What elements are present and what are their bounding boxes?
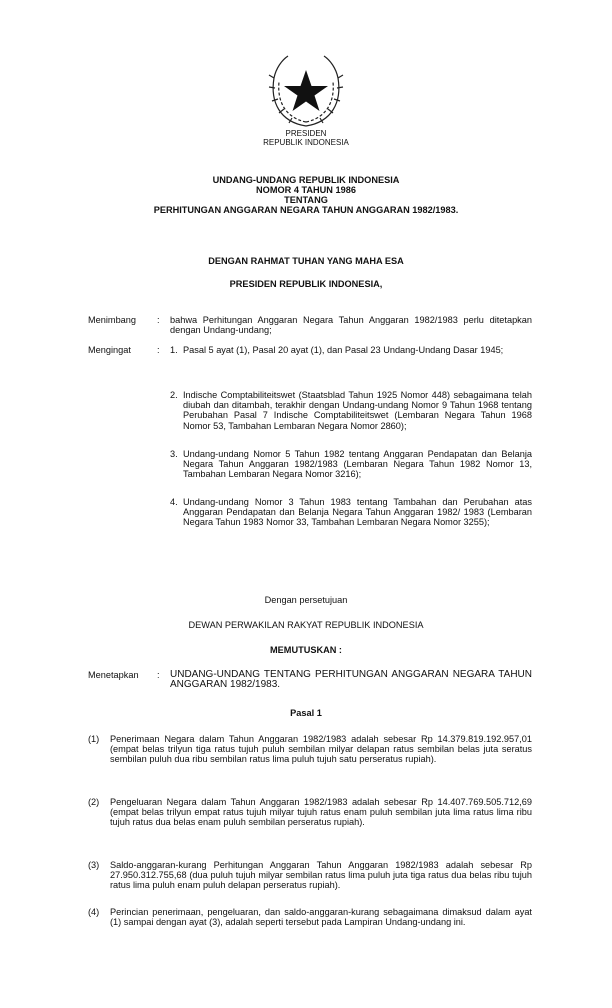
persetujuan: Dengan persetujuan	[264, 595, 348, 605]
item-number: 3.	[170, 449, 178, 459]
president-heading: PRESIDEN REPUBLIK INDONESIA,	[229, 279, 383, 289]
pasal-item-text: Penerimaan Negara dalam Tahun Anggaran 1982/1983 adalah sebesar Rp 14.379.819.192.957,01 (empat belas trilyun tiga ratus tujuh puluh sembilan milyar delapan ratus sembilan belas juta seratus sembilan puluh dua ribu sembilan ratus lima puluh tujuh satu perseratus rupiah).	[110, 734, 532, 765]
pasal-item	[88, 907, 532, 927]
garuda-emblem-icon	[266, 52, 346, 130]
mengingat-item	[170, 497, 532, 528]
pasal-item-number: (4)	[88, 907, 100, 917]
pasal-item-number: (1)	[88, 734, 100, 744]
pasal-item	[88, 797, 532, 828]
pasal-1-title: Pasal 1	[290, 708, 322, 718]
mengingat-label: Mengingat	[88, 345, 131, 355]
item-text: Indische Comptabiliteitswet (Staatsblad Tahun 1925 Nomor 448) sebagaimana telah diubah dan ditambah, terakhir dengan Undang-undang Nomor 9 Tahun 1968 tentang Perubahan Pasal 7 Indische Comptabiliteitswet (Lembaran Negara Tahun 1968 Nomor 53, Tambahan Lembaran Negara Nomor 2860);	[183, 390, 532, 431]
menetapkan-label: Menetapkan	[88, 670, 139, 680]
mengingat-colon: :	[157, 345, 160, 355]
item-number: 2.	[170, 390, 178, 400]
title-line-2: NOMOR 4 TAHUN 1986	[256, 185, 356, 195]
item-number: 1.	[170, 345, 178, 355]
pasal-item-number: (3)	[88, 860, 100, 870]
pasal-item	[88, 734, 532, 765]
pasal-item	[88, 860, 532, 891]
header-republik: REPUBLIK INDONESIA	[263, 138, 349, 147]
pasal-item-text: Perincian penerimaan, pengeluaran, dan saldo-anggaran-kurang sebagaimana dimaksud dalam ayat (1) sampai dengan ayat (3), adalah seperti tersebut pada Lampiran Undang-undang ini.	[110, 907, 532, 928]
mengingat-item	[170, 449, 532, 480]
item-number: 4.	[170, 497, 178, 507]
pasal-item-text: Pengeluaran Negara dalam Tahun Anggaran 1982/1983 adalah sebesar Rp 14.407.769.505.712,69 (empat belas trilyun empat ratus tujuh milyar tujuh ratus enam puluh sembilan juta lima ratus lima ribu tujuh ratus dua belas enam puluh sembilan perseratus rupiah).	[110, 797, 532, 828]
menimbang-text: bahwa Perhitungan Anggaran Negara Tahun Anggaran 1982/1983 perlu ditetapkan dengan Undang-undang;	[170, 315, 532, 336]
mengingat-item	[170, 345, 532, 355]
header-presiden: PRESIDEN	[285, 129, 327, 138]
title-line-4: PERHITUNGAN ANGGARAN NEGARA TAHUN ANGGARAN 1982/1983.	[153, 205, 459, 215]
menetapkan-colon: :	[157, 670, 160, 680]
menetapkan-text: UNDANG-UNDANG TENTANG PERHITUNGAN ANGGARAN NEGARA TAHUN ANGGARAN 1982/1983.	[170, 669, 532, 691]
item-text: Undang-undang Nomor 3 Tahun 1983 tentang Tambahan dan Perubahan atas Anggaran Pendapatan dan Belanja Negara Tahun Anggaran 1982/ 1983 (Lembaran Negara Tahun 1983 Nomor 33, Tambahan Lembaran Negara Nomor 3255);	[183, 497, 532, 528]
title-line-3: TENTANG	[284, 195, 328, 205]
item-text: Undang-undang Nomor 5 Tahun 1982 tentang Anggaran Pendapatan dan Belanja Negara Tahun Anggaran 1982/1983 (Lembaran Negara Tahun 1982 Nomor 13, Tambahan Lembaran Negara Nomor 3216);	[183, 449, 532, 480]
pasal-item-number: (2)	[88, 797, 100, 807]
title-line-1: UNDANG-UNDANG REPUBLIK INDONESIA	[212, 175, 400, 185]
dpr: DEWAN PERWAKILAN RAKYAT REPUBLIK INDONESIA	[188, 620, 424, 630]
menimbang-label: Menimbang	[88, 315, 137, 325]
menimbang-colon: :	[157, 315, 160, 325]
memutuskan: MEMUTUSKAN :	[270, 645, 342, 655]
pasal-item-text: Saldo-anggaran-kurang Perhitungan Anggaran Tahun Anggaran 1982/1983 adalah sebesar Rp 27.950.312.755,68 (dua puluh tujuh milyar sembilan ratus lima puluh juta tiga ratus dua belas ribu tujuh ratus lima puluh enam puluh delapan perseratus rupiah).	[110, 860, 532, 891]
item-text: Pasal 5 ayat (1), Pasal 20 ayat (1), dan Pasal 23 Undang-Undang Dasar 1945;	[183, 345, 504, 355]
mengingat-item	[170, 390, 532, 431]
preamble: DENGAN RAHMAT TUHAN YANG MAHA ESA	[208, 256, 404, 266]
